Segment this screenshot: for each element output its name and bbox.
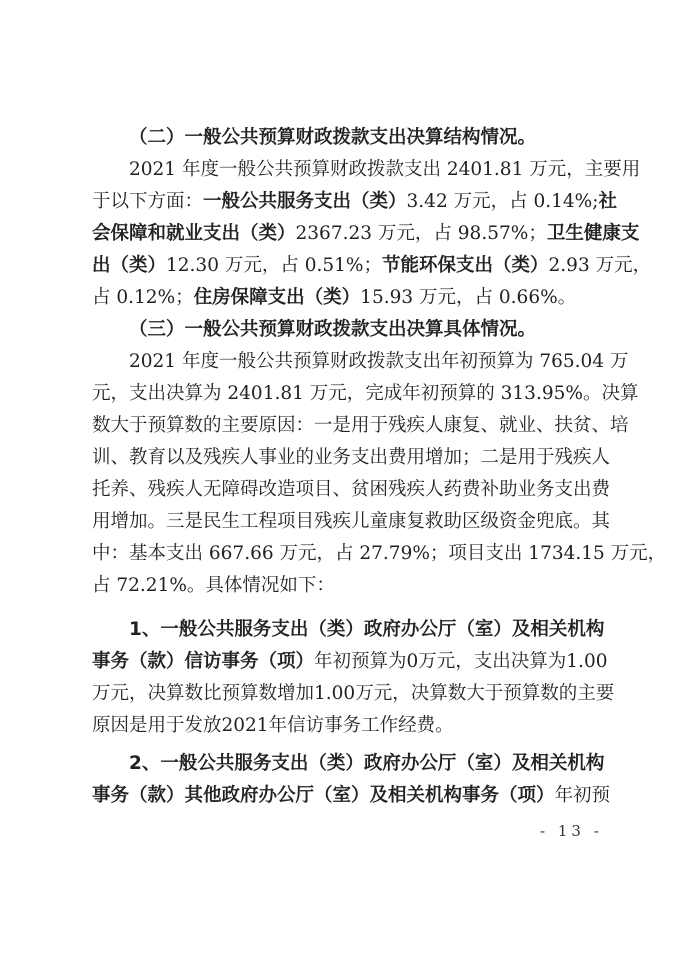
text-run: 2367.23 万元，占 98.57%；: [295, 223, 547, 244]
text-line: [92, 748, 605, 780]
document-body: [92, 122, 667, 812]
text-line: [92, 614, 605, 646]
text-line: [92, 678, 615, 710]
text-line: [92, 186, 618, 218]
text-line: [92, 250, 652, 282]
text-line: [92, 410, 629, 442]
text-run: 于以下方面：: [92, 191, 204, 212]
text-line: [92, 474, 611, 506]
text-line: [92, 570, 590, 602]
text-run: 万元，决算数比预算数增加1.00万元，决算数大于预算数的主要: [92, 683, 615, 704]
text-line: [92, 282, 590, 314]
page-number: - 13 -: [540, 822, 603, 840]
text-line: [92, 780, 611, 812]
bold-text-run: 社: [598, 191, 618, 212]
text-line: [92, 710, 590, 742]
text-line: [92, 122, 590, 154]
text-line: [92, 346, 629, 378]
structure-paragraph: [92, 154, 652, 314]
text-run: 占 72.21%。具体情况如下：: [92, 575, 335, 596]
text-run: 2021 年度一般公共预算财政拨款支出 2401.81 万元，主要用: [129, 159, 641, 180]
bold-text-run: 出（类）: [92, 255, 167, 276]
bold-text-run: 2、一般公共服务支出（类）政府办公厅（室）及相关机构: [129, 753, 605, 774]
item-2-paragraph: [92, 748, 611, 812]
bold-text-run: （二）一般公共预算财政拨款支出决算结构情况。: [129, 127, 537, 148]
text-run: 3.42 万元，占 0.14%;: [406, 191, 599, 212]
detail-paragraph: [92, 346, 667, 602]
text-run: 占 0.12%；: [92, 287, 194, 308]
text-run: 托养、残疾人无障碍改造项目、贫困残疾人药费补助业务支出费: [92, 479, 611, 500]
text-run: 年初预: [554, 785, 611, 806]
text-line: [92, 506, 611, 538]
text-line: [92, 218, 640, 250]
bold-text-run: 事务（款）其他政府办公厅（室）及相关机构事务（项）: [92, 785, 555, 806]
bold-text-run: 1、一般公共服务支出（类）政府办公厅（室）及相关机构: [129, 619, 605, 640]
text-run: 元，支出决算为 2401.81 万元，完成年初预算的 313.95%。决算: [92, 383, 639, 404]
bold-text-run: 一般公共服务支出（类）: [203, 191, 407, 212]
text-run: 用增加。三是民生工程项目残疾儿童康复救助区级资金兜底。其: [92, 511, 611, 532]
text-line: [92, 538, 667, 570]
text-line: [92, 442, 611, 474]
bold-text-run: 住房保障支出（类）: [193, 287, 361, 308]
text-run: 2.93 万元，: [548, 255, 652, 276]
bold-text-run: 卫生健康支: [546, 223, 640, 244]
text-run: 2021 年度一般公共预算财政拨款支出年初预算为 765.04 万: [129, 351, 629, 372]
text-line: [92, 646, 608, 678]
bold-text-run: 事务（款）信访事务（项）: [92, 651, 315, 672]
text-run: 数大于预算数的主要原因：一是用于残疾人康复、就业、扶贫、培: [92, 415, 629, 436]
text-run: 原因是用于发放2021年信访事务工作经费。: [92, 715, 454, 736]
bold-text-run: （三）一般公共预算财政拨款支出决算具体情况。: [129, 319, 537, 340]
text-line: [92, 154, 641, 186]
text-run: 中：基本支出 667.66 万元，占 27.79%；项目支出 1734.15 万元，: [92, 543, 667, 564]
section-heading-2: [92, 122, 590, 154]
bold-text-run: 会保障和就业支出（类）: [92, 223, 296, 244]
text-run: 训、教育以及残疾人事业的业务支出费用增加；二是用于残疾人: [92, 447, 611, 468]
text-line: [92, 378, 639, 410]
text-run: 15.93 万元，占 0.66%。: [360, 287, 577, 308]
item-1-paragraph: [92, 614, 615, 742]
text-run: 年初预算为0万元，支出决算为1.00: [314, 651, 608, 672]
bold-text-run: 节能环保支出（类）: [382, 255, 549, 276]
text-run: 12.30 万元，占 0.51%；: [166, 255, 383, 276]
text-line: [92, 314, 590, 346]
section-heading-3: [92, 314, 590, 346]
